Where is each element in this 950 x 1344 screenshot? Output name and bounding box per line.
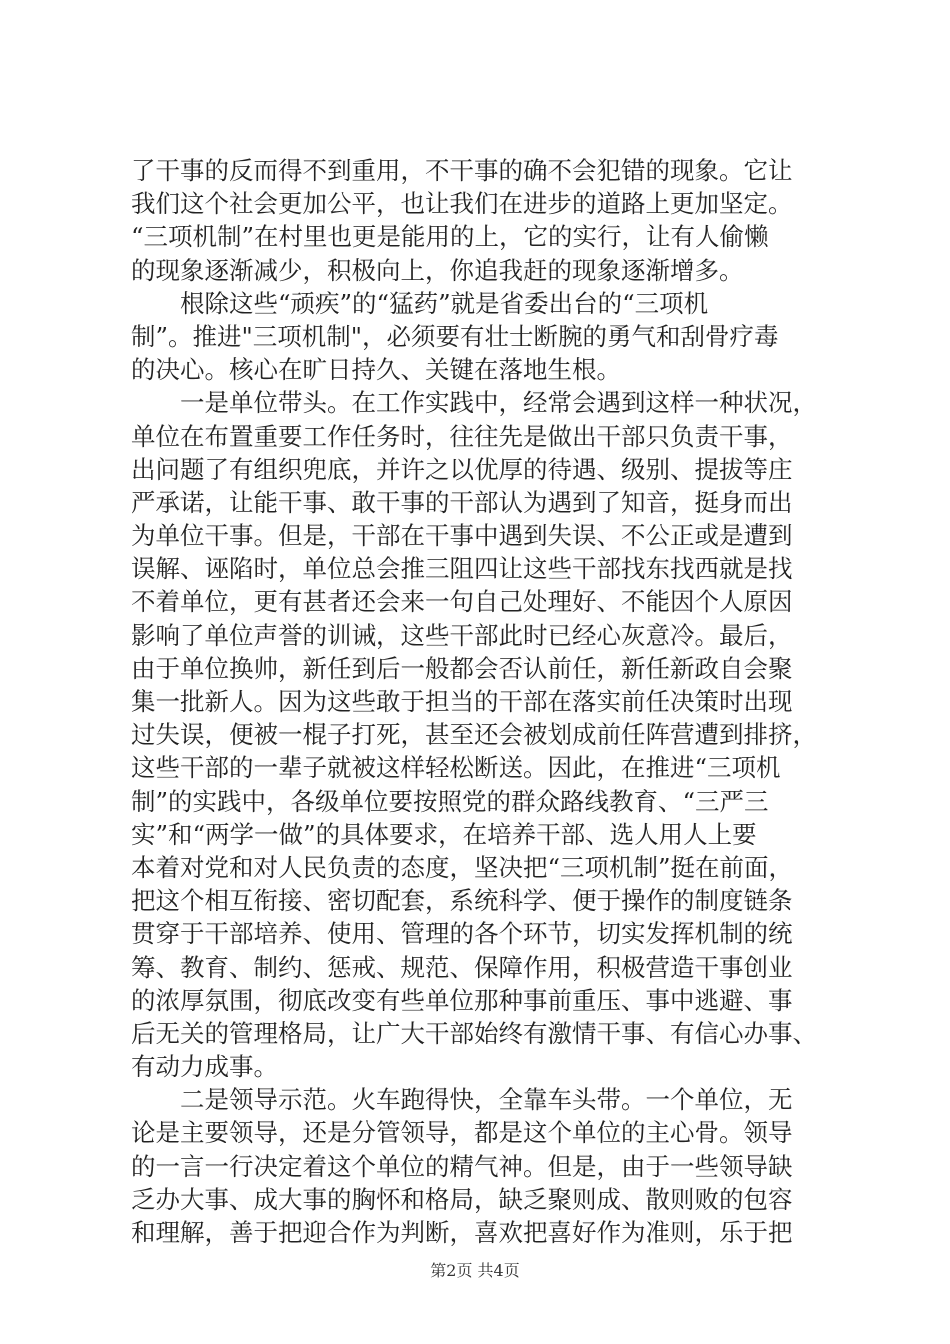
text-line: 由于单位换帅，新任到后一般都会否认前任，新任新政自会聚 <box>131 653 793 683</box>
text-line: 了干事的反而得不到重用，不干事的确不会犯错的现象。它让 <box>131 156 793 185</box>
text-line: 后无关的管理格局，让广大干部始终有激情干事、有信心办事、 <box>131 1018 817 1048</box>
text-line: 二是领导示范。火车跑得快，全靠车头带。一个单位，无 <box>131 1085 793 1115</box>
text-line: 单位在布置重要工作任务时，往往先是做出干部只负责干事， <box>131 421 793 451</box>
text-line: 根除这些“顽疾”的“猛药”就是省委出台的“三项机 <box>131 288 709 318</box>
body-text <box>131 154 831 1249</box>
text-line: 论是主要领导，还是分管领导，都是这个单位的主心骨。领导 <box>131 1118 793 1148</box>
text-line: 严承诺，让能干事、敢干事的干部认为遇到了知音，挺身而出 <box>131 487 793 517</box>
text-line: 制”的实践中，各级单位要按照党的群众路线教育、“三严三 <box>131 786 769 816</box>
page-footer: 第2页 共4页 <box>430 1261 520 1280</box>
text-line: 我们这个社会更加公平，也让我们在进步的道路上更加坚定。 <box>131 189 793 219</box>
text-line: 的浓厚氛围，彻底改变有些单位那种事前重压、事中逃避、事 <box>131 985 793 1015</box>
text-line: 本着对党和对人民负责的态度，坚决把“三项机制”挺在前面， <box>131 852 794 882</box>
text-line: 和理解，善于把迎合作为判断，喜欢把喜好作为准则，乐于把 <box>131 1218 793 1247</box>
text-line: 的一言一行决定着这个单位的精气神。但是，由于一些领导缺 <box>131 1151 793 1181</box>
text-line: 为单位干事。但是，干部在干事中遇到失误、不公正或是遭到 <box>131 521 793 551</box>
text-line: 不着单位，更有甚者还会来一句自己处理好、不能因个人原因 <box>131 587 793 617</box>
text-line: 影响了单位声誉的训诫，这些干部此时已经心灰意冷。最后， <box>131 620 793 650</box>
text-line: 集一批新人。因为这些敢于担当的干部在落实前任决策时出现 <box>131 687 793 716</box>
text-line: 过失误，便被一棍子打死，甚至还会被划成前任阵营遭到排挤， <box>131 720 817 750</box>
text-line: 误解、诬陷时，单位总会推三阻四让这些干部找东找西就是找 <box>131 554 793 584</box>
text-line: 出问题了有组织兜底，并许之以优厚的待遇、级别、提拔等庄 <box>131 454 793 484</box>
text-line: 一是单位带头。在工作实践中，经常会遇到这样一种状况， <box>131 388 817 418</box>
text-line: 乏办大事、成大事的胸怀和格局，缺乏聚则成、散则败的包容 <box>131 1184 793 1214</box>
text-line: 有动力成事。 <box>131 1052 278 1082</box>
text-line: 的现象逐渐减少，积极向上，你追我赶的现象逐渐增多。 <box>131 255 744 285</box>
text-line: 制”。推进"三项机制"，必须要有壮士断腕的勇气和刮骨疗毒 <box>131 321 779 351</box>
text-line: 贯穿于干部培养、使用、管理的各个环节，切实发挥机制的统 <box>131 919 793 949</box>
text-line: 这些干部的一辈子就被这样轻松断送。因此，在推进“三项机 <box>131 753 781 783</box>
text-line: 的决心。核心在旷日持久、关键在落地生根。 <box>131 355 621 385</box>
text-line: 筹、教育、制约、惩戒、规范、保障作用，积极营造干事创业 <box>131 952 793 982</box>
text-line: 实”和“两学一做”的具体要求，在培养干部、选人用人上要 <box>131 819 757 849</box>
text-line: “三项机制”在村里也更是能用的上，它的实行，让有人偷懒 <box>131 222 769 252</box>
text-line: 把这个相互衔接、密切配套，系统科学、便于操作的制度链条 <box>131 886 793 916</box>
